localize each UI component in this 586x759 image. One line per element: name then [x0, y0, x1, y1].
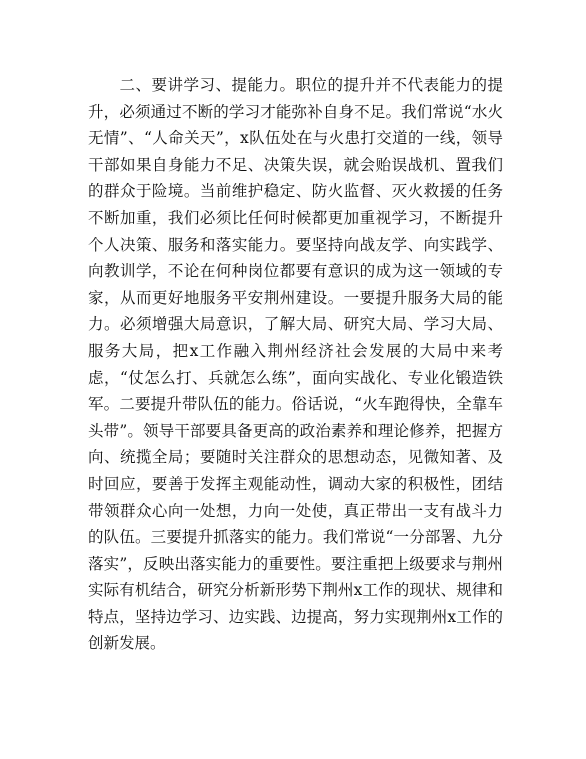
paragraph-text: 二、要讲学习、提能力。职位的提升并不代表能力的提升，必须通过不断的学习才能弥补自身不足。我们常说“水火无情”、“人命关天”，x队伍处在与火患打交道的一线，领导干部如果自身能力不足、决策失误，就会贻误战机、置我们的群众于险境。当前维护稳定、防火监督、灭火救援的任务不断加重，我们必须比任何时候都更加重视学习，不断提升个人决策、服务和落实能力。要坚持向战友学、向实践学、向教训学，不论在何种岗位都要有意识的成为这一领域的专家，从而更好地服务平安荆州建设。一要提升服务大局的能力。必须增强大局意识，了解大局、研究大局、学习大局、服务大局，把x工作融入荆州经济社会发展的大局中来考虑，“仗怎么打、兵就怎么练”，面向实战化、专业化锻造铁军。二要提升带队伍的能力。俗话说，“火车跑得快，全靠车头带”。领导干部要具备更高的政治素养和理论修养，把握方向、统揽全局；要随时关注群众的思想动态，见微知著、及时回应，要善于发挥主观能动性，调动大家的积极性，团结带领群众心向一处想，力向一处使，真正带出一支有战斗力的队伍。三要提升抓落实的能力。我们常说“一分部署、九分落实”，反映出落实能力的重要性。要注重把上级要求与荆州实际有机结合，研究分析新形势下荆州x工作的现状、规律和特点，坚持边学习、边实践、边提高，努力实现荆州x工作的创新发展。	[88, 76, 503, 653]
body-paragraph	[88, 72, 503, 657]
